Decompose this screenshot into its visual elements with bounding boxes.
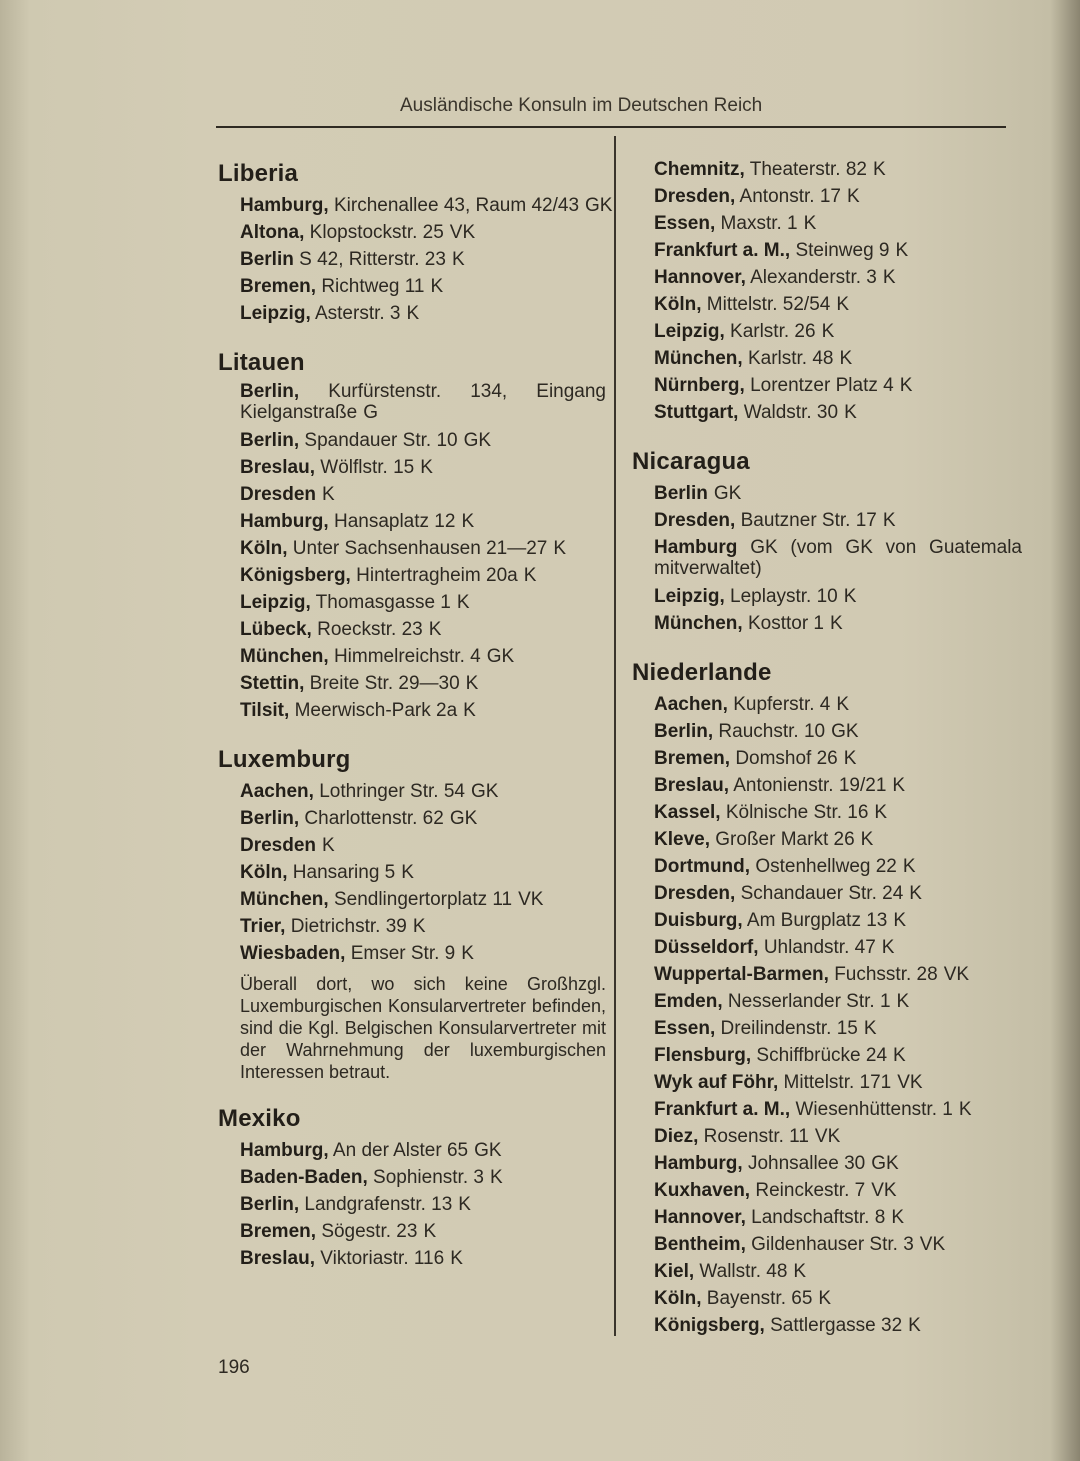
entry-city: Essen, [654, 213, 716, 234]
entry-city: Stettin, [240, 673, 305, 694]
consul-entry [240, 1164, 606, 1191]
consul-entry [240, 1137, 606, 1164]
entry-city: Aachen, [240, 781, 314, 802]
entry-city: Köln, [654, 294, 702, 315]
entry-consul-type: K [489, 1167, 503, 1188]
entry-city: Wiesbaden, [240, 943, 346, 964]
consul-entry [654, 345, 1022, 372]
entry-list [240, 381, 606, 724]
entry-city: Hannover, [654, 267, 746, 288]
entry-address: Leplaystr. 10 [730, 586, 838, 607]
consul-entry [654, 583, 1022, 610]
entry-consul-type: GK [470, 781, 499, 802]
consul-entry [240, 427, 606, 454]
section-liberia [218, 160, 613, 327]
entry-address: Sendlingertorplatz 11 [333, 889, 513, 910]
entry-city: Köln, [240, 862, 288, 883]
entry-city: Köln, [654, 1288, 702, 1309]
consul-entry [240, 562, 606, 589]
entry-address: Mittelstr. 52/54 [706, 294, 831, 315]
entry-address: Wallstr. 48 [699, 1261, 788, 1282]
consul-entry [240, 589, 606, 616]
entry-address: Nesserlander Str. 1 [727, 991, 891, 1012]
entry-address: Roeckstr. 23 [317, 619, 423, 640]
column-divider [614, 136, 616, 1336]
entry-address: Maxstr. 1 [720, 213, 798, 234]
consul-entry [240, 1218, 606, 1245]
entry-address: Klopstockstr. 25 [309, 222, 444, 243]
entry-consul-type: K [465, 673, 479, 694]
consul-entry [240, 616, 606, 643]
entry-consul-type: K [882, 267, 896, 288]
left-column [218, 160, 613, 1272]
entry-consul-type: K [423, 1221, 437, 1242]
entry-consul-type: K [839, 348, 853, 369]
entry-list [654, 156, 1022, 426]
consul-entry [654, 907, 1022, 934]
entry-consul-type: GK [474, 1140, 502, 1161]
entry-city: Berlin [240, 249, 294, 270]
running-header: Ausländische Konsuln im Deutschen Reich [400, 95, 763, 116]
entry-city: Kuxhaven, [654, 1180, 751, 1201]
consul-entry [654, 718, 1022, 745]
entry-address: Ostenhellweg 22 [755, 856, 897, 877]
entry-city: Dresden, [654, 510, 736, 531]
entry-address: Theaterstr. 82 [749, 159, 867, 180]
entry-city: München, [654, 348, 743, 369]
country-heading: Niederlande [632, 659, 772, 686]
entry-list [240, 778, 606, 967]
entry-consul-type: K [846, 186, 860, 207]
consul-entry [240, 246, 606, 273]
entry-city: Dresden [240, 484, 317, 505]
consul-entry [654, 880, 1022, 907]
consul-entry [240, 381, 606, 423]
entry-address: Lorentzer Platz 4 [750, 375, 894, 396]
consul-entry [654, 318, 1022, 345]
entry-city: Hamburg, [654, 1153, 743, 1174]
entry-consul-type: K [836, 694, 850, 715]
entry-city: Königsberg, [240, 565, 351, 586]
entry-consul-type: VK [871, 1180, 897, 1201]
consul-entry [240, 697, 606, 724]
entry-city: Diez, [654, 1126, 699, 1147]
entry-consul-type: K [863, 1018, 877, 1039]
entry-consul-type: VK [897, 1072, 923, 1093]
entry-address: Asterstr. 3 [314, 303, 401, 324]
section-niederlande [632, 659, 1022, 1339]
consul-entry [654, 1204, 1022, 1231]
entry-address: An der Alster 65 [332, 1140, 469, 1161]
entry-city: Lübeck, [240, 619, 312, 640]
entry-city: Dresden [240, 835, 317, 856]
consul-entry [654, 537, 1022, 579]
entry-address: Reinckestr. 7 [755, 1180, 866, 1201]
entry-address: Dreilindenstr. 15 [720, 1018, 858, 1039]
consul-entry [240, 859, 606, 886]
entry-city: Berlin, [240, 381, 300, 402]
entry-consul-type: K [803, 213, 817, 234]
entry-consul-type: K [896, 991, 910, 1012]
consul-entry [240, 913, 606, 940]
entry-consul-type: VK [518, 889, 544, 910]
entry-list [654, 480, 1022, 637]
entry-address: Steinweg 9 [795, 240, 890, 261]
entry-address: Hintertragheim 20a [356, 565, 518, 586]
entry-address: Hansaplatz 12 [333, 511, 456, 532]
entry-city: Hannover, [654, 1207, 746, 1228]
consul-entry [240, 805, 606, 832]
luxemburg-note: Überall dort, wo sich keine Großhzgl. Luxemburgischen Konsularvertreter befinden, sind die Kgl. Belgischen Konsularvertreter mit der Wahrnehmung der luxemburgischen Interessen betraut. [240, 974, 606, 1082]
entry-consul-type: K [860, 829, 874, 850]
entry-city: Breslau, [240, 1248, 315, 1269]
entry-address: Spandauer Str. 10 [304, 430, 458, 451]
entry-consul-type: K [872, 159, 886, 180]
entry-consul-type: K [428, 619, 442, 640]
entry-city: Kassel, [654, 802, 721, 823]
entry-consul-type: K [450, 1248, 463, 1269]
entry-city: Nürnberg, [654, 375, 745, 396]
entry-city: Flensburg, [654, 1045, 752, 1066]
consul-entry [240, 300, 606, 327]
country-heading: Litauen [218, 349, 305, 376]
entry-city: Chemnitz, [654, 159, 745, 180]
entry-address: Kupferstr. 4 [733, 694, 831, 715]
consul-entry [654, 1258, 1022, 1285]
entry-address: Karlstr. 26 [730, 321, 816, 342]
entry-city: Bremen, [654, 748, 731, 769]
entry-consul-type: K [456, 592, 470, 613]
consul-entry [654, 1042, 1022, 1069]
entry-city: Bremen, [240, 276, 317, 297]
consul-entry [654, 1069, 1022, 1096]
section-luxemburg [218, 746, 606, 1083]
entry-consul-type: GK [585, 195, 613, 216]
section-mexiko-continued [632, 156, 1022, 426]
entry-consul-type: K [895, 240, 909, 261]
entry-consul-type: K [463, 700, 476, 721]
entry-address: S 42, Ritterstr. 23 [299, 249, 446, 270]
consul-entry [240, 273, 606, 300]
consul-entry [654, 156, 1022, 183]
entry-consul-type: K [891, 1207, 904, 1228]
entry-address: Charlottenstr. 62 [304, 808, 444, 829]
entry-address: Schandauer Str. 24 [740, 883, 904, 904]
consul-entry [654, 610, 1022, 637]
entry-address: Sophienstr. 3 [373, 1167, 484, 1188]
consul-entry [654, 372, 1022, 399]
section-nicaragua [632, 448, 1022, 637]
entry-consul-type: K [882, 510, 896, 531]
entry-address: Fuchsstr. 28 [834, 964, 938, 985]
entry-city: Emden, [654, 991, 723, 1012]
consul-entry [654, 1123, 1022, 1150]
entry-consul-type: K [458, 1194, 471, 1215]
consul-entry [240, 192, 613, 219]
entry-address: Dietrichstr. 39 [290, 916, 407, 937]
consul-entry [240, 778, 606, 805]
consul-entry [240, 670, 606, 697]
entry-consul-type: K [401, 862, 414, 883]
consul-entry [654, 183, 1022, 210]
consul-entry [654, 1096, 1022, 1123]
entry-address: Viktoriastr. 116 [320, 1248, 445, 1269]
consul-entry [240, 940, 606, 967]
entry-consul-type: K [836, 294, 850, 315]
entry-consul-type: K [420, 457, 433, 478]
entry-consul-type: K [412, 916, 426, 937]
entry-address: Am Burgplatz 13 [746, 910, 888, 931]
entry-consul-type: K [793, 1261, 807, 1282]
entry-consul-type: GK [713, 483, 742, 504]
entry-city: Bentheim, [654, 1234, 746, 1255]
entry-address: Kölnische Str. 16 [725, 802, 869, 823]
entry-consul-type: K [899, 375, 913, 396]
entry-city: Berlin, [654, 721, 714, 742]
entry-list [240, 1137, 606, 1272]
consul-entry [240, 535, 606, 562]
consul-entry [240, 481, 606, 508]
entry-consul-type: K [893, 1045, 906, 1066]
entry-city: Dresden, [654, 883, 736, 904]
entry-address: Emser Str. 9 [350, 943, 456, 964]
consul-entry [654, 237, 1022, 264]
entry-address: Kirchenallee 43, Raum 42/43 [333, 195, 580, 216]
entry-address: Uhlandstr. 47 [763, 937, 876, 958]
entry-consul-type: GK [449, 808, 478, 829]
consul-entry [654, 1231, 1022, 1258]
entry-city: Berlin [654, 483, 708, 504]
entry-city: Frankfurt a. M., [654, 1099, 791, 1120]
entry-city: Bremen, [240, 1221, 317, 1242]
consul-entry [654, 1312, 1022, 1339]
entry-city: Hamburg, [240, 511, 329, 532]
entry-consul-type: K [902, 856, 916, 877]
entry-address: Domshof 26 [735, 748, 838, 769]
entry-address: Sattlergasse 32 [770, 1315, 903, 1336]
entry-address: Landschaftstr. 8 [751, 1207, 886, 1228]
entry-consul-type: K [843, 748, 857, 769]
consul-entry [654, 210, 1022, 237]
entry-address: Kosttor 1 [747, 613, 824, 634]
entry-city: München, [240, 889, 329, 910]
entry-address: Hansaring 5 [292, 862, 396, 883]
entry-address: Bayenstr. 65 [706, 1288, 813, 1309]
entry-consul-type: K [461, 943, 474, 964]
section-litauen [218, 349, 606, 724]
entry-address: Johnsallee 30 [747, 1153, 866, 1174]
entry-consul-type: K [844, 402, 857, 423]
header-rule [216, 126, 1006, 128]
entry-list [654, 691, 1022, 1339]
entry-address: Bautzner Str. 17 [740, 510, 877, 531]
entry-consul-type: K [818, 1288, 832, 1309]
entry-consul-type: K [908, 1315, 921, 1336]
consul-entry [654, 1150, 1022, 1177]
entry-city: Königsberg, [654, 1315, 765, 1336]
consul-entry [654, 772, 1022, 799]
country-heading: Mexiko [218, 1105, 301, 1132]
entry-consul-type: GK [831, 721, 859, 742]
entry-address: Wölflstr. 15 [320, 457, 415, 478]
entry-address: Mittelstr. 171 [783, 1072, 892, 1093]
entry-consul-type: VK [449, 222, 476, 243]
entry-city: Hamburg, [240, 195, 329, 216]
entry-city: Tilsit, [240, 700, 290, 721]
entry-city: Kiel, [654, 1261, 695, 1282]
entry-city: Berlin, [240, 430, 300, 451]
consul-entry [654, 1285, 1022, 1312]
entry-address: Waldstr. 30 [743, 402, 839, 423]
entry-city: Berlin, [240, 1194, 300, 1215]
consul-entry [654, 988, 1022, 1015]
entry-consul-type: VK [919, 1234, 946, 1255]
country-heading: Luxemburg [218, 746, 351, 773]
consul-entry [240, 1245, 606, 1272]
consul-entry [654, 745, 1022, 772]
entry-consul-type: K [322, 835, 335, 856]
entry-address: Alexanderstr. 3 [750, 267, 877, 288]
entry-city: Hamburg [654, 537, 738, 558]
consul-entry [240, 832, 606, 859]
entry-city: Duisburg, [654, 910, 743, 931]
entry-address: Kurfürstenstr. 134, Eingang Kielganstraße [240, 381, 606, 423]
consul-entry [654, 934, 1022, 961]
entry-consul-type: K [874, 802, 888, 823]
entry-city: Breslau, [240, 457, 315, 478]
country-heading: Liberia [218, 160, 299, 187]
entry-consul-type: K [893, 910, 907, 931]
entry-address: Unter Sachsenhausen 21—27 [292, 538, 548, 559]
entry-consul-type: GK [871, 1153, 899, 1174]
entry-address: Rosenstr. 11 [703, 1126, 809, 1147]
consul-entry [654, 1015, 1022, 1042]
entry-address: Gildenhauser Str. 3 [751, 1234, 914, 1255]
consul-entry [240, 643, 606, 670]
entry-city: Köln, [240, 538, 288, 559]
page-number: 196 [218, 1357, 250, 1378]
country-heading: Nicaragua [632, 448, 750, 475]
entry-consul-type: K [830, 613, 843, 634]
entry-address: Himmelreichstr. 4 [333, 646, 481, 667]
entry-city: Dortmund, [654, 856, 751, 877]
consul-entry [654, 264, 1022, 291]
entry-consul-type: K [430, 276, 444, 297]
consul-entry [240, 886, 606, 913]
entry-city: Leipzig, [654, 586, 725, 607]
entry-city: Kleve, [654, 829, 710, 850]
entry-address: Rauchstr. 10 [718, 721, 826, 742]
entry-city: Stuttgart, [654, 402, 739, 423]
entry-consul-type: GK [463, 430, 492, 451]
entry-address: Schiffbrücke 24 [756, 1045, 888, 1066]
entry-address: Wiesenhüttenstr. 1 [795, 1099, 953, 1120]
entry-city: Wuppertal-Barmen, [654, 964, 829, 985]
entry-consul-type: VK [943, 964, 970, 985]
entry-consul-type: K [958, 1099, 972, 1120]
entry-consul-type: K [406, 303, 420, 324]
entry-consul-type: K [461, 511, 475, 532]
entry-city: Hamburg, [240, 1140, 329, 1161]
consul-entry [654, 826, 1022, 853]
entry-consul-type: K [322, 484, 335, 505]
entry-address: Breite Str. 29—30 [309, 673, 460, 694]
entry-city: Essen, [654, 1018, 716, 1039]
entry-address: Lothringer Str. 54 [319, 781, 465, 802]
consul-entry [654, 853, 1022, 880]
entry-consul-type: K [451, 249, 465, 270]
entry-address: Landgrafenstr. 13 [304, 1194, 453, 1215]
consul-entry [654, 507, 1022, 534]
consul-entry [654, 799, 1022, 826]
section-mexiko [218, 1105, 606, 1272]
entry-address: GK (vom GK von Guatemala mitverwaltet) [654, 537, 1022, 579]
entry-city: Leipzig, [240, 592, 311, 613]
consul-entry [654, 399, 1022, 426]
right-column [632, 156, 1022, 1339]
entry-address: Antonienstr. 19/21 [733, 775, 887, 796]
entry-consul-type: K [881, 937, 895, 958]
entry-consul-type: GK [486, 646, 515, 667]
entry-consul-type: K [909, 883, 922, 904]
entry-city: Altona, [240, 222, 305, 243]
entry-city: Dresden, [654, 186, 736, 207]
entry-city: Berlin, [240, 808, 300, 829]
entry-city: Frankfurt a. M., [654, 240, 791, 261]
entry-address: Sögestr. 23 [321, 1221, 418, 1242]
consul-entry [240, 508, 606, 535]
entry-consul-type: VK [814, 1126, 841, 1147]
consul-entry [654, 480, 1022, 507]
entry-city: Leipzig, [654, 321, 725, 342]
entry-consul-type: K [821, 321, 835, 342]
entry-city: München, [654, 613, 743, 634]
entry-city: Wyk auf Föhr, [654, 1072, 779, 1093]
entry-address: Großer Markt 26 [715, 829, 855, 850]
consul-entry [240, 219, 606, 246]
entry-consul-type: K [843, 586, 857, 607]
consul-entry [654, 291, 1022, 318]
entry-address: Meerwisch-Park 2a [294, 700, 458, 721]
entry-city: Baden-Baden, [240, 1167, 368, 1188]
entry-city: Düsseldorf, [654, 937, 759, 958]
entry-consul-type: K [523, 565, 537, 586]
entry-consul-type: G [363, 402, 379, 423]
entry-city: Breslau, [654, 775, 729, 796]
entry-list [240, 192, 613, 327]
entry-address: Thomasgasse 1 [315, 592, 451, 613]
consul-entry [654, 961, 1022, 988]
consul-entry [654, 691, 1022, 718]
entry-city: Trier, [240, 916, 286, 937]
entry-city: Aachen, [654, 694, 728, 715]
entry-consul-type: K [892, 775, 906, 796]
entry-address: Antonstr. 17 [739, 186, 841, 207]
entry-consul-type: K [553, 538, 567, 559]
consul-entry [240, 1191, 606, 1218]
consul-entry [240, 454, 606, 481]
entry-city: Leipzig, [240, 303, 311, 324]
entry-address: Karlstr. 48 [747, 348, 834, 369]
entry-city: München, [240, 646, 329, 667]
consul-entry [654, 1177, 1022, 1204]
entry-address: Richtweg 11 [321, 276, 425, 297]
